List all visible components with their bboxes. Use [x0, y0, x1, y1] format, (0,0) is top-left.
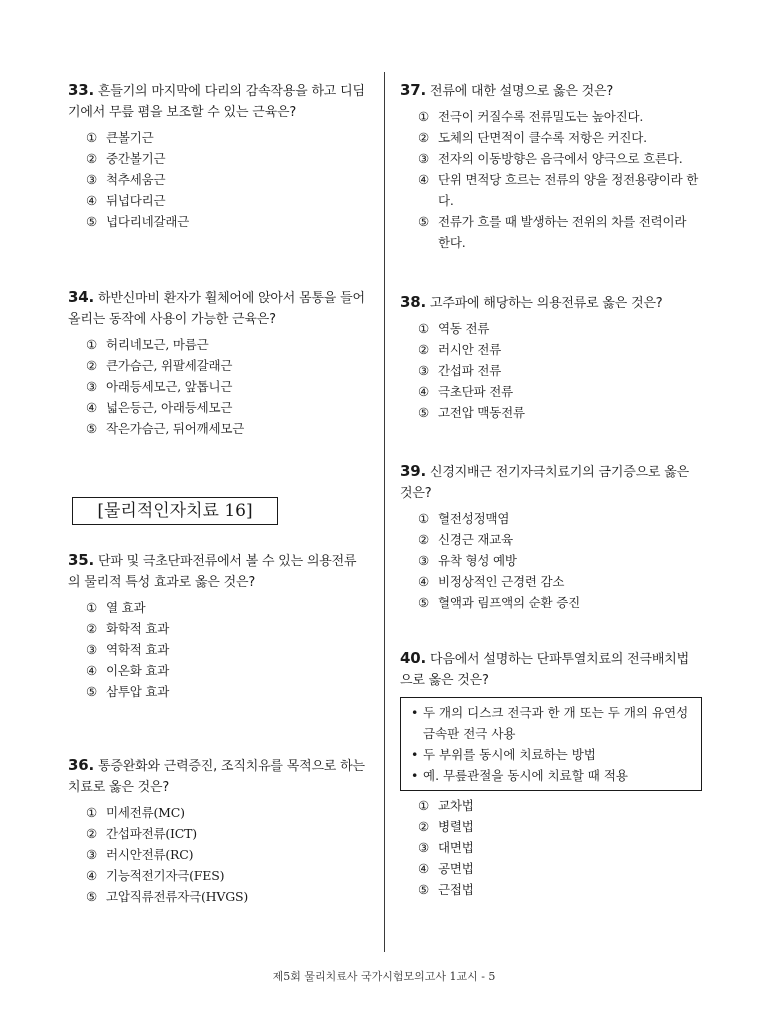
option-text: 교차법: [438, 798, 474, 813]
option-number: ②: [418, 532, 430, 547]
option-number: ①: [86, 130, 98, 145]
option-number: ③: [86, 642, 98, 657]
option: [418, 550, 700, 571]
option: [86, 148, 368, 169]
option-text: 간섭파전류(ICT): [106, 826, 197, 841]
option-text: 화학적 효과: [106, 621, 170, 636]
question-38: [400, 292, 700, 423]
bullet: •: [411, 768, 419, 783]
option-list: [418, 318, 700, 423]
option-text: 고전압 맥동전류: [438, 405, 525, 420]
option-number: ⑤: [418, 595, 430, 610]
option-number: ③: [86, 847, 98, 862]
option-number: ②: [418, 819, 430, 834]
question-stem: [68, 80, 368, 123]
option-list: [86, 597, 368, 702]
option-text: 전극이 커질수록 전류밀도는 높아진다.: [438, 109, 644, 124]
option-list: [418, 795, 700, 900]
question-stem: [68, 287, 368, 330]
question-stem: [400, 80, 700, 102]
option-list: [418, 106, 700, 253]
question-36: [68, 755, 368, 907]
option: [418, 339, 700, 360]
option: [86, 397, 368, 418]
option-text: 대면법: [438, 840, 474, 855]
question-text: 통증완화와 근력증진, 조직치유를 목적으로 하는 치료로 옳은 것은?: [68, 759, 365, 795]
option-number: ②: [86, 621, 98, 636]
option-text: 삼투압 효과: [106, 684, 170, 699]
option-text: 허리네모근, 마름근: [106, 337, 209, 352]
option-text: 전류가 흐를 때 발생하는 전위의 차를 전력이라 한다.: [438, 214, 687, 250]
option-text: 러시안전류(RC): [106, 847, 194, 862]
option-number: ③: [86, 172, 98, 187]
bullet: •: [411, 705, 419, 720]
option: [86, 127, 368, 148]
option-list: [86, 334, 368, 439]
option: [86, 211, 368, 232]
option: [86, 865, 368, 886]
option-text: 혈전성정맥염: [438, 511, 510, 526]
option: [418, 571, 700, 592]
option: [418, 529, 700, 550]
option-text: 작은가슴근, 뒤어깨세모근: [106, 421, 245, 436]
option-list: [86, 127, 368, 232]
option-number: ⑤: [418, 882, 430, 897]
question-number: 33.: [68, 81, 94, 99]
option-number: ④: [418, 384, 430, 399]
question-number: 40.: [400, 649, 426, 667]
option-text: 공면법: [438, 861, 474, 876]
option: [86, 190, 368, 211]
option-number: ③: [418, 840, 430, 855]
condition-item: [411, 702, 693, 744]
option: [86, 418, 368, 439]
option-text: 신경근 재교육: [438, 532, 514, 547]
option: [418, 816, 700, 837]
option-number: ⑤: [86, 684, 98, 699]
question-number: 36.: [68, 756, 94, 774]
condition-text: 두 부위를 동시에 치료하는 방법: [423, 747, 596, 762]
condition-box: [400, 697, 702, 791]
option-number: ⑤: [86, 889, 98, 904]
option-number: ④: [86, 193, 98, 208]
option: [418, 211, 700, 253]
option-number: ①: [86, 337, 98, 352]
option: [86, 844, 368, 865]
option-text: 유착 형성 예방: [438, 553, 517, 568]
option-text: 척추세움근: [106, 172, 166, 187]
option-text: 단위 면적당 흐르는 전류의 양을 정전용량이라 한다.: [438, 172, 699, 208]
condition-item: [411, 765, 693, 786]
question-number: 35.: [68, 551, 94, 569]
option-text: 병렬법: [438, 819, 474, 834]
question-text: 고주파에 해당하는 의용전류로 옳은 것은?: [429, 296, 663, 311]
option-text: 넓은등근, 아래등세모근: [106, 400, 233, 415]
option-number: ④: [86, 400, 98, 415]
bullet: •: [411, 747, 419, 762]
option-text: 넙다리네갈래근: [106, 214, 190, 229]
option: [418, 360, 700, 381]
option-text: 열 효과: [106, 600, 146, 615]
section-header: [물리적인자치료 16]: [72, 497, 278, 525]
option-number: ①: [86, 600, 98, 615]
question-35: [68, 550, 368, 702]
option-list: [418, 508, 700, 613]
option-text: 아래등세모근, 앞톱니근: [106, 379, 233, 394]
option: [86, 597, 368, 618]
option-number: ④: [86, 868, 98, 883]
option: [418, 508, 700, 529]
option-number: ①: [418, 798, 430, 813]
question-34: [68, 287, 368, 439]
question-text: 전류에 대한 설명으로 옳은 것은?: [429, 84, 614, 99]
question-text: 하반신마비 환자가 휠체어에 앉아서 몸통을 들어 올리는 동작에 사용이 가능한 근육은?: [68, 291, 365, 327]
option: [86, 802, 368, 823]
question-33: [68, 80, 368, 232]
option: [86, 334, 368, 355]
option-text: 큰볼기근: [106, 130, 154, 145]
condition-text: 예. 무릎관절을 동시에 치료할 때 적용: [423, 768, 628, 783]
option: [418, 795, 700, 816]
option-list: [86, 802, 368, 907]
question-stem: [400, 292, 700, 314]
option-text: 비정상적인 근경련 감소: [438, 574, 565, 589]
option: [418, 106, 700, 127]
option: [418, 381, 700, 402]
option: [418, 592, 700, 613]
option-text: 이온화 효과: [106, 663, 170, 678]
condition-text: 두 개의 디스크 전극과 한 개 또는 두 개의 유연성 금속판 전극 사용: [423, 705, 689, 741]
option-number: ②: [86, 358, 98, 373]
option: [418, 169, 700, 211]
option: [86, 355, 368, 376]
question-text: 신경지배근 전기자극치료기의 금기증으로 옳은 것은?: [400, 465, 689, 501]
question-number: 38.: [400, 293, 426, 311]
question-39: [400, 461, 700, 613]
option-number: ①: [418, 511, 430, 526]
option-number: ②: [86, 151, 98, 166]
option: [86, 681, 368, 702]
option: [86, 660, 368, 681]
option-text: 전자의 이동방향은 음극에서 양극으로 흐른다.: [438, 151, 683, 166]
condition-item: [411, 744, 693, 765]
option-number: ③: [418, 553, 430, 568]
option: [418, 148, 700, 169]
option-text: 극초단파 전류: [438, 384, 514, 399]
option-number: ②: [86, 826, 98, 841]
option-number: ①: [418, 321, 430, 336]
question-stem: [400, 648, 700, 691]
question-stem: [68, 550, 368, 593]
option-text: 큰가슴근, 위팔세갈래근: [106, 358, 233, 373]
option-number: ④: [418, 861, 430, 876]
option-text: 역학적 효과: [106, 642, 170, 657]
option-number: ③: [418, 151, 430, 166]
option-number: ④: [418, 574, 430, 589]
option: [418, 318, 700, 339]
option-text: 중간볼기근: [106, 151, 166, 166]
question-37: [400, 80, 700, 253]
question-40: [400, 648, 700, 900]
option: [418, 127, 700, 148]
option: [86, 618, 368, 639]
option-text: 러시안 전류: [438, 342, 502, 357]
page-footer: 제5회 물리치료사 국가시험모의고사 1교시 - 5: [272, 970, 496, 983]
option-number: ⑤: [86, 214, 98, 229]
option-number: ②: [418, 342, 430, 357]
option: [418, 879, 700, 900]
option-number: ④: [86, 663, 98, 678]
option-number: ⑤: [418, 214, 430, 229]
option: [418, 402, 700, 423]
question-stem: [68, 755, 368, 798]
option-number: ①: [418, 109, 430, 124]
option: [86, 169, 368, 190]
option: [86, 639, 368, 660]
option: [86, 376, 368, 397]
option-number: ⑤: [418, 405, 430, 420]
option-number: ④: [418, 172, 430, 187]
option-text: 미세전류(MC): [106, 805, 185, 820]
option-number: ②: [418, 130, 430, 145]
option: [418, 858, 700, 879]
question-number: 39.: [400, 462, 426, 480]
option-text: 간섭파 전류: [438, 363, 502, 378]
option-text: 뒤넙다리근: [106, 193, 166, 208]
option-text: 고압직류전류자극(HVGS): [106, 889, 249, 904]
column-divider: [384, 72, 385, 952]
question-number: 34.: [68, 288, 94, 306]
option-number: ③: [418, 363, 430, 378]
option-number: ①: [86, 805, 98, 820]
option: [418, 837, 700, 858]
option-text: 도체의 단면적이 클수록 저항은 커진다.: [438, 130, 647, 145]
option-text: 근접법: [438, 882, 474, 897]
question-stem: [400, 461, 700, 504]
option-number: ③: [86, 379, 98, 394]
option: [86, 886, 368, 907]
question-text: 흔들기의 마지막에 다리의 감속작용을 하고 디딤기에서 무릎 폄을 보조할 수 있는 근육은?: [68, 84, 365, 120]
option-text: 역동 전류: [438, 321, 490, 336]
question-text: 단파 및 극초단파전류에서 볼 수 있는 의용전류의 물리적 특성 효과로 옳은 것은?: [68, 554, 357, 590]
option-text: 기능적전기자극(FES): [106, 868, 225, 883]
question-number: 37.: [400, 81, 426, 99]
option-number: ⑤: [86, 421, 98, 436]
question-text: 다음에서 설명하는 단파투열치료의 전극배치법으로 옳은 것은?: [400, 652, 689, 688]
option-text: 혈액과 림프액의 순환 증진: [438, 595, 580, 610]
option: [86, 823, 368, 844]
